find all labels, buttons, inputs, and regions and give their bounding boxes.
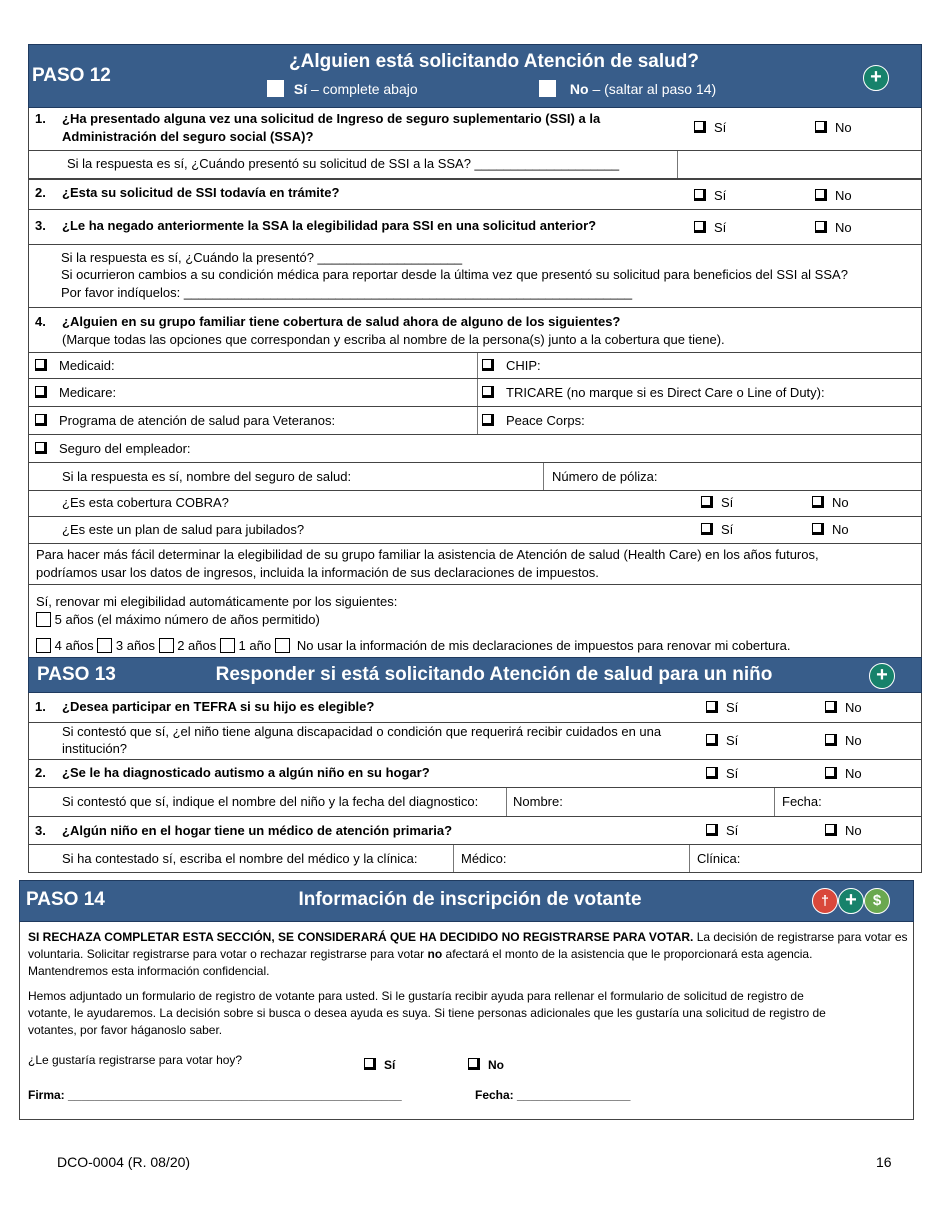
- checkbox[interactable]: [812, 496, 824, 508]
- paso13-q1-si[interactable]: Sí: [706, 700, 738, 715]
- coverage-row: [28, 379, 922, 407]
- checkbox[interactable]: [97, 638, 112, 653]
- checkbox[interactable]: [694, 121, 706, 133]
- paso12-q2-text: ¿Esta su solicitud de SSI todavía en trámite?: [62, 185, 340, 200]
- coverage-row: [28, 353, 922, 379]
- paso13-label: PASO 13: [37, 664, 116, 685]
- retiree-no[interactable]: No: [812, 522, 849, 537]
- paso12-q4-text: ¿Alguien en su grupo familiar tiene cobertura de salud ahora de alguno de los siguientes?: [62, 314, 621, 329]
- coverage-peace-corps[interactable]: Peace Corps:: [482, 413, 585, 428]
- paso14-label: PASO 14: [26, 889, 105, 910]
- coverage-row: [28, 407, 922, 435]
- paso13-title: Responder si está solicitando Atención de salud para un niño: [215, 664, 773, 685]
- checkbox[interactable]: [694, 221, 706, 233]
- signature-date-field[interactable]: Fecha: _________________: [475, 1088, 631, 1102]
- renew-2-years[interactable]: 2 años: [159, 638, 217, 653]
- renew-3-years[interactable]: 3 años: [97, 638, 155, 653]
- checkbox[interactable]: [482, 359, 494, 371]
- paso13-q3-no[interactable]: No: [825, 823, 862, 838]
- paso12-q3-si[interactable]: Sí: [694, 220, 726, 235]
- paso12-q1-no[interactable]: No: [815, 120, 852, 135]
- paso14-notice: SI RECHAZA COMPLETAR ESTA SECCIÓN, SE CONSIDERARÁ QUE HA DECIDIDO NO REGISTRARSE PARA VOTAR. La decisión de registrarse para votar es: [28, 930, 908, 944]
- renew-4-years[interactable]: 4 años: [36, 638, 94, 653]
- child-name-field[interactable]: Nombre:: [513, 794, 563, 809]
- voter-no[interactable]: No: [468, 1058, 504, 1072]
- food-icon: †: [812, 888, 838, 914]
- signature-field[interactable]: Firma: __________________________________________________: [28, 1088, 402, 1102]
- paso12-label: PASO 12: [32, 65, 111, 86]
- paso13-q2-si[interactable]: Sí: [706, 766, 738, 781]
- paso13-q1-no[interactable]: No: [825, 700, 862, 715]
- checkbox[interactable]: [706, 734, 718, 746]
- checkbox[interactable]: [701, 496, 713, 508]
- checkbox[interactable]: [706, 824, 718, 836]
- dollar-icon: $: [864, 888, 890, 914]
- paso14-header: [19, 880, 914, 922]
- paso13-q1f-no[interactable]: No: [825, 733, 862, 748]
- checkbox[interactable]: [35, 386, 47, 398]
- paso13-q2-row: 2. ¿Se le ha diagnosticado autismo a algún niño en su hogar? Sí No: [28, 760, 922, 788]
- insurance-name-row: [28, 463, 922, 491]
- paso13-header: [28, 657, 922, 693]
- paso12-q2-row: 2. ¿Esta su solicitud de SSI todavía en trámite? Sí No: [28, 179, 922, 210]
- paso12-q3-followup: Si la respuesta es sí, ¿Cuándo la presentó? ____________________ Si ocurrieron cambios a su condición médica para reportar desde la última vez que presentó su solicitud para beneficios del SSI al SSA? Por favor indíquelos: ______________________________________________________________: [28, 245, 922, 308]
- checkbox[interactable]: [36, 638, 51, 653]
- checkbox[interactable]: [815, 221, 827, 233]
- renew-1-year[interactable]: 1 año: [220, 638, 271, 653]
- checkbox[interactable]: [468, 1058, 480, 1070]
- voter-question: ¿Le gustaría registrarse para votar hoy?: [28, 1053, 243, 1067]
- paso12-q1-si[interactable]: Sí: [694, 120, 726, 135]
- paso13-q2-no[interactable]: No: [825, 766, 862, 781]
- checkbox[interactable]: [35, 442, 47, 454]
- renewal-options: Sí, renovar mi elegibilidad automáticamente por los siguientes: 5 años (el máximo número de años permitido) 4 años 3 años 2 años 1 año No usar la información de mis declaraciones de impuestos para renovar mi cobertura.: [28, 585, 922, 665]
- paso13-q1-text: ¿Desea participar en TEFRA si su hijo es elegible?: [62, 699, 375, 714]
- checkbox[interactable]: [694, 189, 706, 201]
- checkbox[interactable]: [35, 359, 47, 371]
- paso12-q1-text: ¿Ha presentado alguna vez una solicitud de Ingreso de seguro suplementario (SSI) a la: [62, 111, 601, 126]
- paso12-title: ¿Alguien está solicitando Atención de salud?: [289, 51, 699, 72]
- checkbox[interactable]: [825, 701, 837, 713]
- cobra-si[interactable]: Sí: [701, 495, 733, 510]
- renew-years-line: [36, 638, 790, 653]
- coverage-employer[interactable]: Seguro del empleador:: [35, 441, 191, 456]
- coverage-tricare[interactable]: TRICARE (no marque si es Direct Care o Line of Duty):: [482, 385, 825, 400]
- paso13-q1-row: 1. ¿Desea participar en TEFRA si su hijo es elegible? Sí No: [28, 693, 922, 723]
- page-number: 16: [876, 1154, 892, 1170]
- checkbox[interactable]: [159, 638, 174, 653]
- paso12-q3-date-field[interactable]: Si la respuesta es sí, ¿Cuándo la presentó? ____________________: [61, 250, 463, 265]
- checkbox[interactable]: [275, 638, 290, 653]
- paso12-q4-row: 4. ¿Alguien en su grupo familiar tiene cobertura de salud ahora de alguno de los siguientes? (Marque todas las opciones que correspondan y escriba al nombre de la persona(s) junto a la cobertura que tiene).: [28, 308, 922, 353]
- checkbox[interactable]: [220, 638, 235, 653]
- health-plus-icon: +: [838, 888, 864, 914]
- checkbox[interactable]: [267, 80, 284, 97]
- checkbox[interactable]: [539, 80, 556, 97]
- checkbox[interactable]: [701, 523, 713, 535]
- health-plus-icon: +: [869, 663, 895, 689]
- clinic-field[interactable]: Clínica:: [697, 851, 741, 866]
- health-plus-icon: +: [863, 65, 889, 91]
- paso12-q1-followup: [28, 151, 922, 179]
- checkbox[interactable]: [825, 734, 837, 746]
- retiree-si[interactable]: Sí: [701, 522, 733, 537]
- paso13-q3-followup: Si ha contestado sí, escriba el nombre del médico y la clínica: Médico: Clínica:: [28, 845, 922, 873]
- paso13-q2-followup: Si contestó que sí, indique el nombre del niño y la fecha del diagnostico: Nombre: Fecha:: [28, 788, 922, 817]
- paso12-option-no[interactable]: No – (saltar al paso 14): [539, 80, 716, 97]
- insurance-name-field[interactable]: Si la respuesta es sí, nombre del seguro de salud:: [62, 469, 352, 484]
- paso13-q2-text: ¿Se le ha diagnosticado autismo a algún niño en su hogar?: [62, 765, 430, 780]
- coverage-medicaid[interactable]: Medicaid:: [35, 358, 115, 373]
- checkbox[interactable]: [706, 701, 718, 713]
- paso13-q3-text: ¿Algún niño en el hogar tiene un médico de atención primaria?: [62, 823, 453, 838]
- coverage-medicare[interactable]: Medicare:: [35, 385, 116, 400]
- checkbox[interactable]: [825, 824, 837, 836]
- voter-si[interactable]: Sí: [364, 1058, 395, 1072]
- coverage-chip[interactable]: CHIP:: [482, 358, 541, 373]
- paso13-q3-si[interactable]: Sí: [706, 823, 738, 838]
- paso14-title: Información de inscripción de votante: [298, 889, 642, 910]
- checkbox[interactable]: [364, 1058, 376, 1070]
- renew-no-tax[interactable]: No usar la información de mis declaraciones de impuestos para renovar mi cobertura.: [275, 638, 791, 653]
- paso12-q2-si[interactable]: Sí: [694, 188, 726, 203]
- retiree-row: ¿Es este un plan de salud para jubilados? Sí No: [28, 517, 922, 544]
- checkbox[interactable]: [35, 414, 47, 426]
- renewal-info: Para hacer más fácil determinar la elegibilidad de su grupo familiar la asistencia de Atención de salud (Health Care) en los años futuros, podríamos usar los datos de ingresos, incluida la información de sus declaraciones de impuestos.: [28, 544, 922, 585]
- policy-number-field[interactable]: Número de póliza:: [552, 469, 658, 484]
- paso12-q1-date-field[interactable]: Si la respuesta es sí, ¿Cuándo presentó su solicitud de SSI a la SSA? ____________________: [67, 156, 620, 171]
- checkbox[interactable]: [812, 523, 824, 535]
- paso14-section: PASO 14 Información de inscripción de votante † + $ SI RECHAZA COMPLETAR ESTA SECCIÓN, SE CONSIDERARÁ QUE HA DECIDIDO NO REGISTRARSE PARA VOTAR. La decisión de registrarse para votar es voluntaria. Solicitar registrarse para votar o rechazar registrarse para votar no afectará el monto de la asistencia que le proporcionará esta agencia. Mantendremos esta información confidencial. Hemos adjuntado un formulario de registro de votante para usted. Si le gustaría recibir ayuda para rellenar el formulario de solicitud de registro de votante, le ayudaremos. La decisión sobre si busca o desea ayuda es suya. Si tiene personas adicionales que les gustaría una solicitud de registro de votantes, por favor háganoslo saber. ¿Le gustaría registrarse para votar hoy? Sí No Firma: __________________________________________________ Fecha: _________________: [19, 880, 914, 1120]
- checkbox[interactable]: [482, 386, 494, 398]
- paso12-option-si[interactable]: Sí – complete abajo: [267, 80, 418, 97]
- paso12-q3-row: 3. ¿Le ha negado anteriormente la SSA la elegibilidad para SSI en una solicitud anterior? Sí No: [28, 210, 922, 245]
- checkbox[interactable]: [36, 612, 51, 627]
- cobra-no[interactable]: No: [812, 495, 849, 510]
- paso12-q1-row: 1. ¿Ha presentado alguna vez una solicitud de Ingreso de seguro suplementario (SSI) a la Administración del seguro social (SSA)? Sí No: [28, 108, 922, 151]
- coverage-row: [28, 435, 922, 463]
- checkbox[interactable]: [482, 414, 494, 426]
- paso12-q2-no[interactable]: No: [815, 188, 852, 203]
- paso13-q1f-si[interactable]: Sí: [706, 733, 738, 748]
- diagnosis-date-field[interactable]: Fecha:: [782, 794, 822, 809]
- doctor-field[interactable]: Médico:: [461, 851, 507, 866]
- checkbox[interactable]: [706, 767, 718, 779]
- paso12-header: [28, 44, 922, 108]
- paso13-q1-followup: Si contestó que sí, ¿el niño tiene alguna discapacidad o condición que requerirá recibir cuidados en una institución? Sí No: [28, 723, 922, 760]
- form-id: DCO-0004 (R. 08/20): [57, 1154, 191, 1170]
- checkbox[interactable]: [815, 121, 827, 133]
- paso12-q3-changes-field[interactable]: Por favor indíquelos: ______________________________________________________________: [61, 285, 633, 300]
- paso13-q3-row: 3. ¿Algún niño en el hogar tiene un médico de atención primaria? Sí No: [28, 817, 922, 845]
- paso12-q3-text: ¿Le ha negado anteriormente la SSA la elegibilidad para SSI en una solicitud anterior?: [62, 218, 597, 233]
- checkbox[interactable]: [815, 189, 827, 201]
- cobra-row: ¿Es esta cobertura COBRA? Sí No: [28, 491, 922, 517]
- paso12-q3-no[interactable]: No: [815, 220, 852, 235]
- checkbox[interactable]: [825, 767, 837, 779]
- coverage-veterans[interactable]: Programa de atención de salud para Veteranos:: [35, 413, 335, 428]
- renew-5-years[interactable]: 5 años (el máximo número de años permitido): [36, 612, 320, 627]
